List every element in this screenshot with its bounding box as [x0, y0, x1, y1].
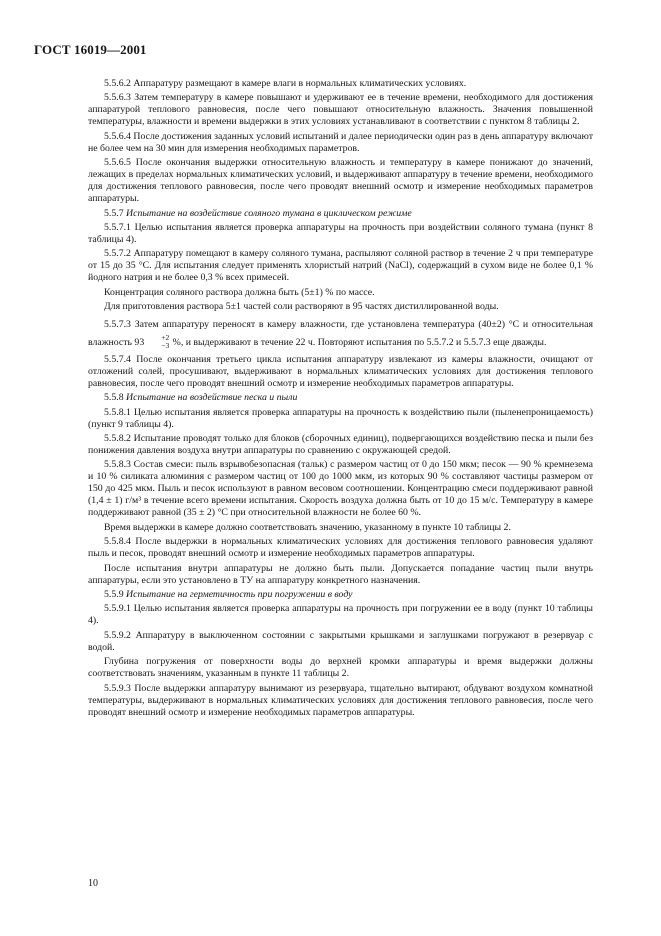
paragraph-text: После выдержки аппаратуру вынимают из резервуара, тщательно вытирают, обдувают воздухом комнатной температуры, выдерживают в нормальных климатических условиях для достижения теплового равновесия, после чего проводят внешний осмотр и измерение необходимых параметров аппаратуры. [88, 682, 594, 718]
paragraph-text: Для приготовления раствора 5±1 частей соли растворяют в 95 частях дистиллированной воды. [104, 301, 499, 313]
clause-number: 5.5.7 [104, 207, 124, 219]
clause-number: 5.5.8.2 [104, 433, 131, 445]
clause-number: 5.5.7.3 [104, 318, 131, 330]
clause-number: 5.5.7.1 [104, 221, 131, 233]
section-heading-text: Испытание на воздействие песка и пыли [126, 392, 298, 404]
paragraph [88, 316, 593, 352]
paragraph [88, 287, 593, 299]
paragraph-text: Аппаратуру помещают в камеру соляного тумана, распыляют соляной раствор в течение 2 ч при температуре от 15 до 35 °С. Для испытания следует применять хлористый натрий (NaCl), содержащий в сухом виде не более 0,1 % йодного натрия и не более 0,3 % всех примесей. [88, 248, 593, 284]
clause-number: 5.5.6.5 [104, 157, 131, 169]
paragraph-text: Целью испытания является проверка аппаратуры на прочность к воздействию пыли (пыленепроницаемость) (пункт 9 таблицы 4). [88, 406, 593, 430]
paragraph-text: Глубина погружения от поверхности воды до верхней кромки аппаратуры и время выдержки должны соответствовать значениям, указанным в пункте 11 таблицы 2. [88, 656, 593, 680]
paragraph [88, 630, 593, 654]
clause-number: 5.5.8.1 [104, 406, 131, 418]
paragraph-text: Целью испытания является проверка аппаратуры на прочность при погружении ее в воду (пункт 10 таблицы 4). [88, 603, 593, 627]
section-heading [88, 208, 593, 220]
clause-number: 5.5.6.2 [104, 78, 131, 89]
clause-number: 5.5.8 [104, 392, 124, 404]
paragraph-text: После достижения заданных условий испытаний и далее периодически один раз в день аппаратуру включают не более чем на 30 мин для измерения необходимых параметров. [88, 130, 594, 154]
paragraph-text: После окончания выдержки относительную влажность и температуру в камере понижают до значений, лежащих в пределах нормальных климатических условий, и выдерживают аппаратуру в течение времени, необходимого для достижения теплового равновесия, после чего проводят внешний осмотр и измерение необходимых параметров аппаратуры. [88, 157, 594, 205]
paragraph-text: Целью испытания является проверка аппаратуры на прочность при воздействии соляного тумана (пункт 8 таблицы 4). [88, 221, 593, 245]
paragraph [88, 248, 593, 284]
tolerance-fraction [145, 334, 169, 349]
paragraph [88, 301, 593, 313]
paragraph-text: %, и выдерживают в течение 22 ч. Повторяют испытания по 5.5.7.2 и 5.5.7.3 еще дважды. [170, 336, 547, 348]
clause-number: 5.5.8.3 [104, 459, 131, 471]
paragraph-text: Затем температуру в камере повышают и удерживают ее в течение времени, необходимого для достижения аппаратурой теплового равновесия, после чего повышают относительную влажность. Значения повышенной температуры, влажности и времени выдержки в этих условиях устанавливают в соответствии с пунктом 8 таблицы 2. [88, 92, 593, 128]
paragraph [88, 78, 593, 90]
clause-number: 5.5.9 [104, 589, 124, 601]
section-heading [88, 589, 593, 601]
paragraph-text: После испытания внутри аппаратуры не должно быть пыли. Допускается попадание частиц пыли внутрь аппаратуры, если это установлено в ТУ на аппаратуру конкретного назначения. [88, 562, 593, 586]
document-header: ГОСТ 16019—2001 [34, 42, 147, 57]
paragraph [88, 656, 593, 680]
paragraph-text: Испытание проводят только для блоков (сборочных единиц), подвергающихся воздействию песка и пыли без понижения давления воздуха внутри аппаратуры по сравнению с окружающей средой. [88, 433, 593, 457]
paragraph [88, 603, 593, 627]
paragraph [88, 563, 593, 587]
clause-number: 5.5.7.4 [104, 353, 131, 365]
paragraph [88, 157, 593, 205]
paragraph [88, 222, 593, 246]
clause-number: 5.5.7.2 [104, 248, 131, 260]
document-body [88, 78, 593, 721]
paragraph-text: После окончания третьего цикла испытания аппаратуру извлекают из камеры влажности, очищают от отложений солей, просушивают, выдерживают в нормальных климатических условиях для достижения теплового равновесия, после чего проводят внешний осмотр и измерение необходимых параметров аппаратуры. [88, 353, 593, 389]
clause-number: 5.5.9.1 [104, 603, 131, 615]
paragraph-text: Затем аппаратуру переносят в камеру влажности, где установлена температура (40±2) °С и относительная влажность 93 [88, 318, 594, 348]
paragraph-text: Концентрация соляного раствора должна быть (5±1) % по массе. [104, 286, 375, 298]
paragraph-text: Состав смеси: пыль взрывобезопасная (тальк) с размером частиц от 0 до 150 мкм; песок — 90 % кремнезема и 10 % силиката алюминия с размером частиц от 100 до 1000 мкм, из которых 90 % составляют частицы размером от 150 до 425 мкм. Пыль и песок используют в равном весовом соотношении. Концентрацию смеси поддерживают равной (1,4 ± 1) г/м³ в течение всего времени испытания. Скорость воздуха должна быть от 10 до 15 м/с. Температуру в камере поддерживают равной (35 ± 2) °С при относительной влажности не более 60 %. [88, 459, 593, 519]
section-heading-text: Испытание на герметичность при погружении в воду [126, 589, 353, 601]
paragraph [88, 433, 593, 457]
paragraph [88, 92, 593, 128]
paragraph-text: Время выдержки в камере должно соответствовать значению, указанному в пункте 10 таблицы 2. [104, 521, 511, 533]
paragraph [88, 522, 593, 534]
paragraph-text: Аппаратуру размещают в камере влаги в нормальных климатических условиях. [133, 78, 467, 89]
clause-number: 5.5.8.4 [104, 536, 131, 548]
clause-number: 5.5.6.4 [104, 130, 131, 142]
paragraph-text: Аппаратуру в выключенном состоянии с закрытыми крышками и заглушками погружают в резервуар с водой. [88, 629, 593, 653]
section-heading-text: Испытание на воздействие соляного тумана в циклическом режиме [126, 207, 412, 219]
paragraph [88, 459, 593, 519]
clause-number: 5.5.9.2 [104, 629, 131, 641]
clause-number: 5.5.9.3 [104, 682, 131, 694]
paragraph [88, 536, 593, 560]
page-number: 10 [88, 878, 98, 889]
tolerance-lower: −3 [161, 340, 170, 350]
clause-number: 5.5.6.3 [104, 92, 131, 104]
paragraph [88, 354, 593, 390]
tolerance-upper: +2 [161, 333, 170, 343]
paragraph-text: После выдержки в нормальных климатических условиях для достижения теплового равновесия удаляют пыль и песок, проводят внешний осмотр и измерение необходимых параметров аппаратуры. [88, 536, 593, 560]
paragraph [88, 131, 593, 155]
section-heading [88, 392, 593, 404]
paragraph [88, 683, 593, 719]
paragraph [88, 407, 593, 431]
